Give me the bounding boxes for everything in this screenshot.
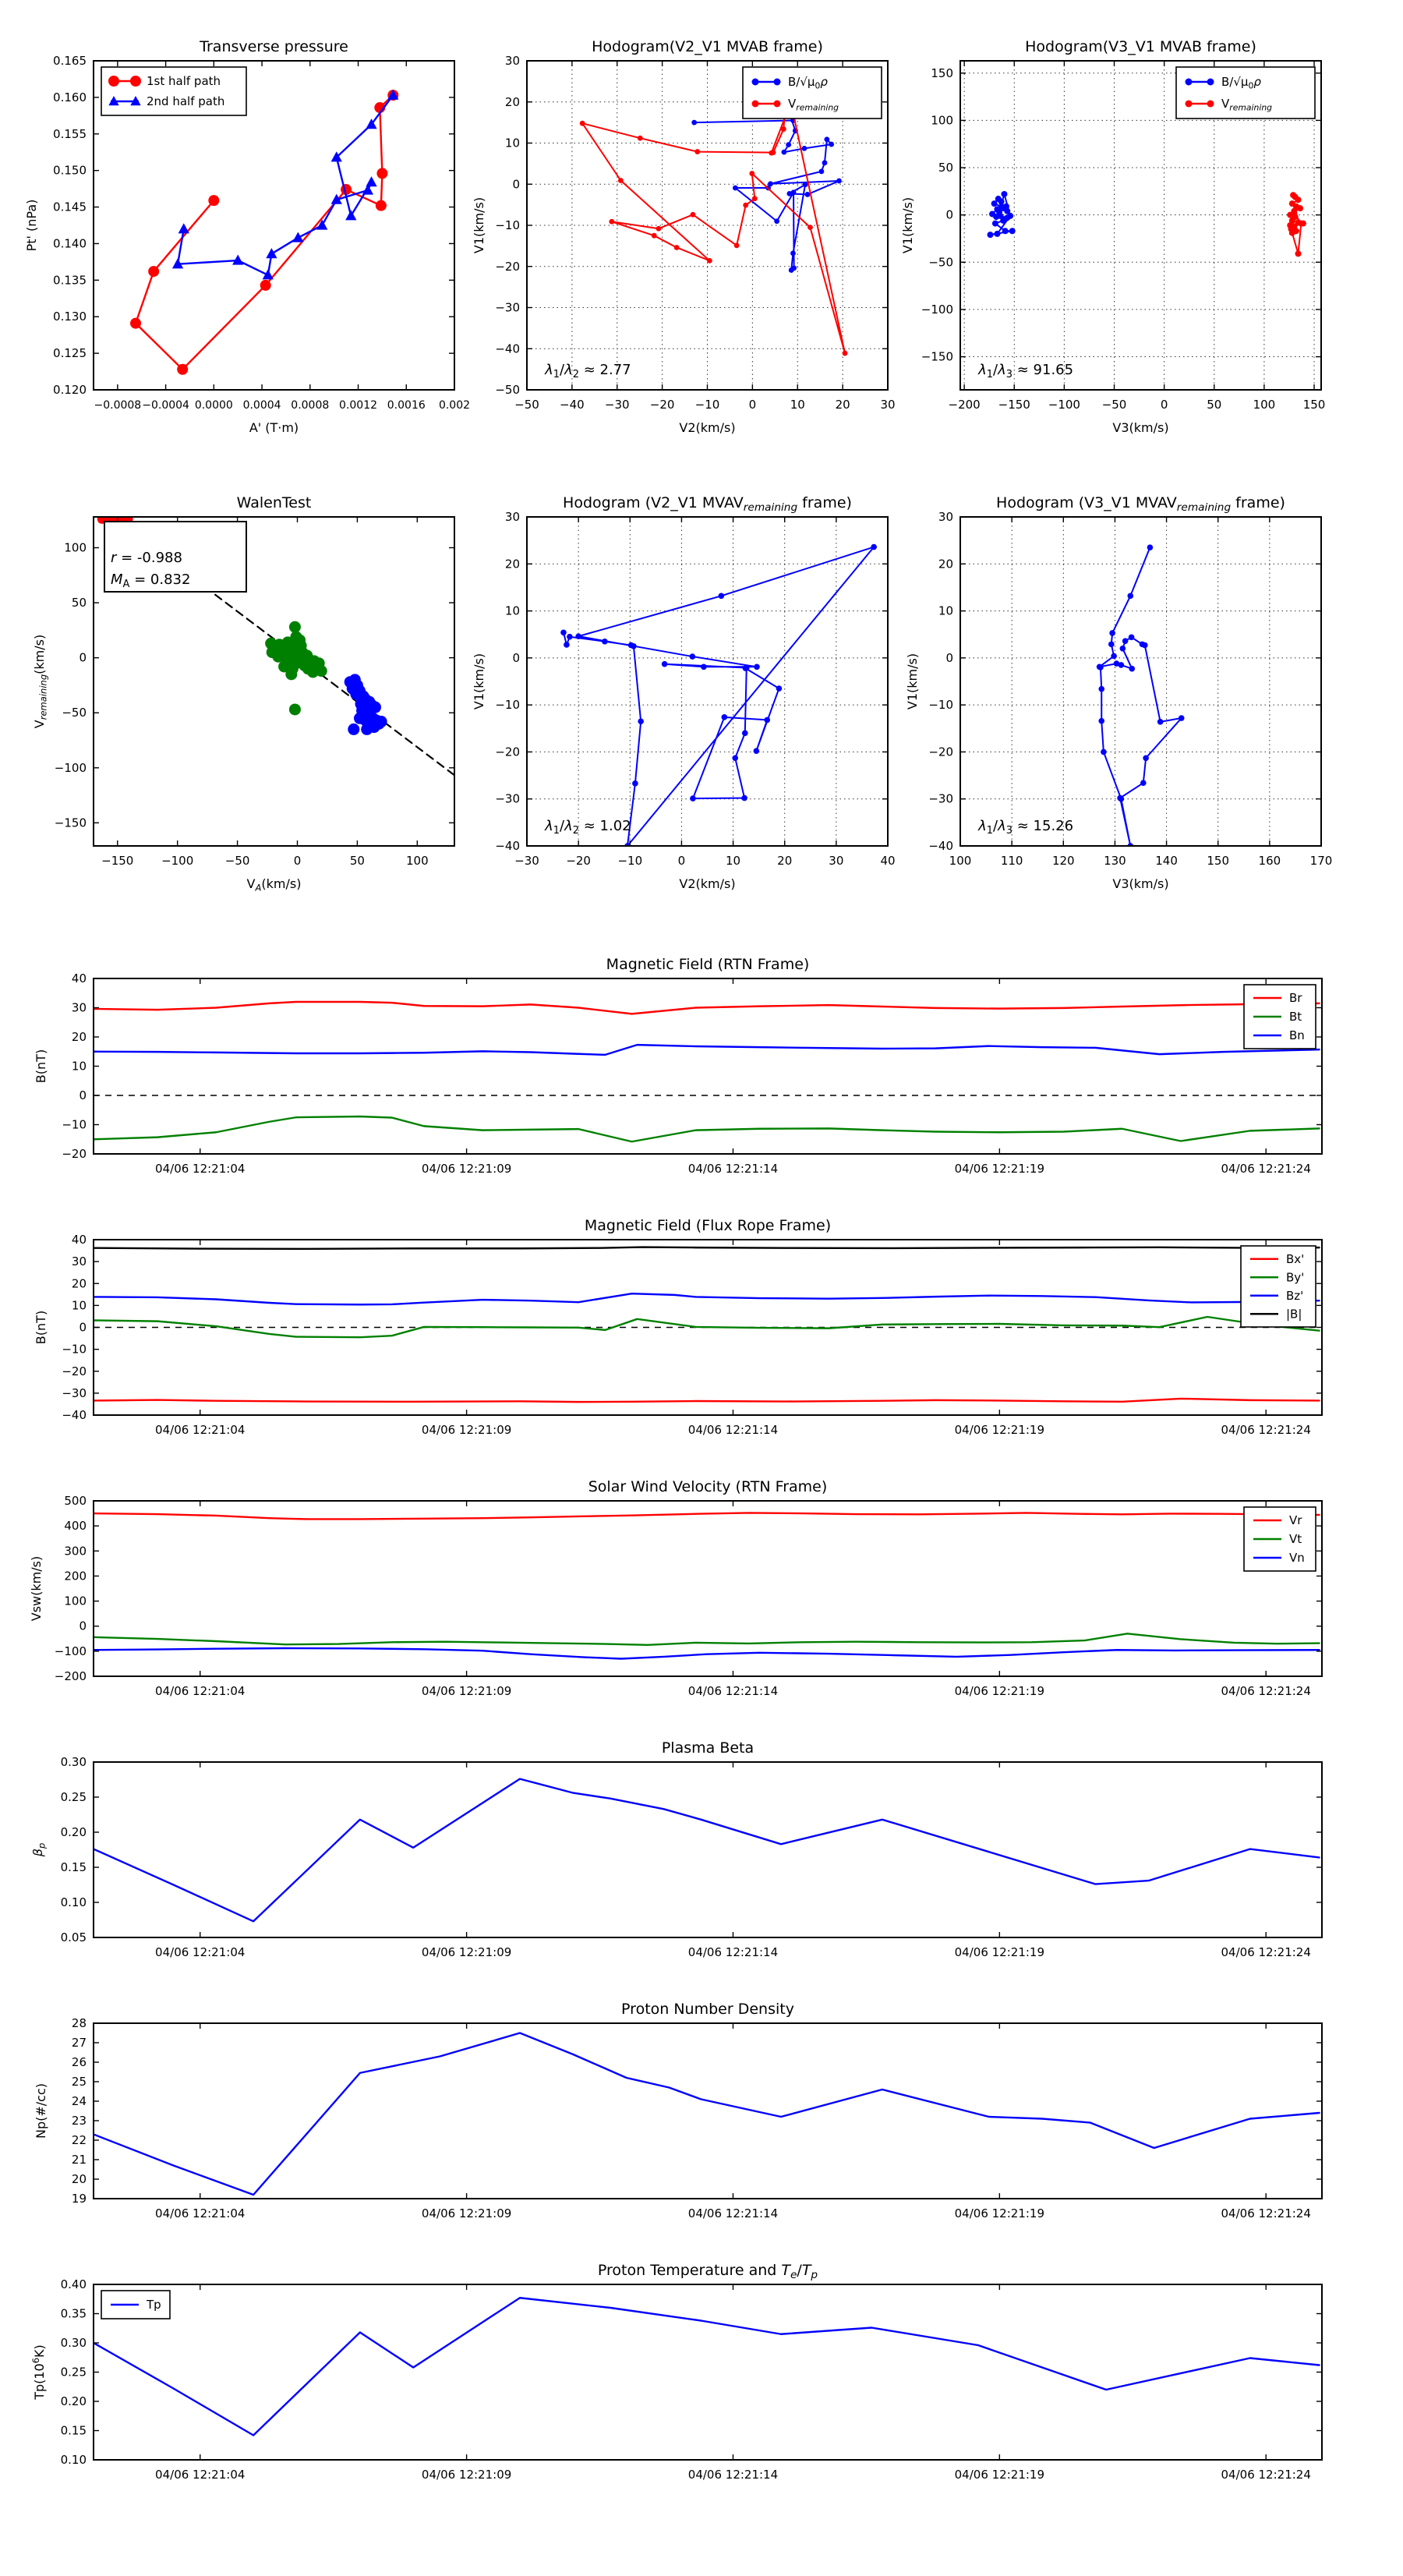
svg-text:04/06 12:21:24: 04/06 12:21:24 (1221, 1945, 1311, 1959)
svg-text:λ1/λ3 ≈ 15.26: $\lambda_1/\lambda_3 \approx 15.26$ (978, 818, 1074, 837)
panel-hodogram-v3v1-mvav (905, 494, 1332, 891)
svg-text:0.15: 0.15 (60, 1860, 87, 1874)
svg-text:|B|: |B| (1286, 1307, 1302, 1322)
svg-text:V2(km/s): V2(km/s) (679, 876, 736, 891)
svg-text:−20: −20 (495, 259, 520, 274)
series-b-magnitude (94, 1247, 1320, 1249)
svg-text:04/06 12:21:14: 04/06 12:21:14 (687, 1684, 779, 1698)
svg-text:−50: −50 (1101, 398, 1127, 412)
svg-text:20: 20 (504, 94, 520, 109)
svg-text:04/06 12:21:24: 04/06 12:21:24 (1221, 1423, 1311, 1437)
svg-text:0: 0 (79, 1619, 87, 1633)
svg-text:120: 120 (1051, 854, 1075, 868)
svg-text:04/06 12:21:14: 04/06 12:21:14 (687, 1945, 779, 1959)
axes-frame (527, 517, 888, 846)
series-vr (94, 1513, 1320, 1519)
svg-text:23: 23 (71, 2114, 87, 2128)
svg-text:Vremaining: $V_{remaining}$ (788, 97, 839, 113)
svg-text:30: 30 (71, 1000, 87, 1015)
svg-text:130: 130 (1104, 854, 1126, 868)
series-bn (94, 1045, 1320, 1055)
panel-proton-number-density (34, 2001, 1322, 2220)
svg-text:−10: −10 (62, 1117, 87, 1132)
svg-text:0.125: 0.125 (53, 346, 87, 361)
svg-text:−100: −100 (921, 302, 953, 317)
svg-text:−20: −20 (62, 1364, 87, 1378)
svg-text:Bn: Bn (1289, 1028, 1305, 1042)
svg-text:0: 0 (79, 1088, 87, 1102)
series-v-remaining-hodogram (560, 544, 877, 849)
legend (743, 67, 882, 119)
ticks (61, 2277, 1322, 2482)
svg-text:50: 50 (938, 161, 953, 175)
svg-text:0.0012: 0.0012 (339, 399, 378, 412)
svg-text:20: 20 (71, 1030, 87, 1044)
svg-text:−50: −50 (514, 398, 539, 412)
svg-text:Bt: Bt (1289, 1010, 1302, 1024)
svg-text:Transverse pressure: Transverse pressure (200, 38, 348, 55)
svg-text:Solar Wind Velocity (RTN Frame: Solar Wind Velocity (RTN Frame) (588, 1478, 828, 1495)
svg-text:−200: −200 (54, 1669, 87, 1683)
ticks (61, 1755, 1322, 1959)
svg-text:140: 140 (1155, 854, 1178, 868)
svg-text:0.0004: 0.0004 (242, 399, 281, 412)
svg-text:100: 100 (405, 854, 429, 868)
grid (527, 517, 888, 846)
svg-text:27: 27 (71, 2036, 87, 2050)
svg-text:B(nT): B(nT) (34, 1049, 48, 1084)
legend (101, 67, 246, 115)
svg-text:Vn: Vn (1289, 1551, 1305, 1565)
svg-text:100: 100 (931, 113, 953, 128)
svg-text:−10: −10 (495, 698, 520, 713)
svg-text:0: 0 (293, 854, 302, 868)
svg-text:20: 20 (504, 557, 520, 571)
svg-text:V1(km/s): V1(km/s) (472, 196, 486, 254)
svg-text:04/06 12:21:04: 04/06 12:21:04 (155, 1162, 246, 1176)
svg-text:30: 30 (938, 510, 953, 524)
svg-text:0.165: 0.165 (53, 54, 87, 68)
svg-text:Vsw(km/s): Vsw(km/s) (29, 1555, 44, 1622)
svg-text:40: 40 (71, 1233, 87, 1247)
svg-text:0.160: 0.160 (53, 90, 87, 104)
svg-text:04/06 12:21:14: 04/06 12:21:14 (687, 1162, 779, 1176)
svg-text:0: 0 (945, 207, 953, 222)
svg-text:10: 10 (790, 398, 805, 412)
svg-text:−20: −20 (649, 398, 675, 412)
series-v-remaining-hodogram (1097, 544, 1185, 848)
svg-text:0.140: 0.140 (53, 236, 87, 251)
svg-text:04/06 12:21:04: 04/06 12:21:04 (155, 1945, 246, 1959)
svg-text:22: 22 (71, 2133, 87, 2147)
axes-frame (94, 978, 1322, 1154)
svg-text:Pt' (nPa): Pt' (nPa) (24, 199, 39, 252)
svg-text:0.15: 0.15 (60, 2423, 87, 2438)
axes-frame (960, 517, 1321, 846)
svg-text:V1(km/s): V1(km/s) (900, 196, 915, 254)
svg-text:λ1/λ2 ≈ 1.02: $\lambda_1/\lambda_2 \approx 1.02$ (545, 818, 631, 837)
svg-text:0.0016: 0.0016 (387, 399, 426, 412)
svg-text:40: 40 (880, 854, 896, 868)
svg-text:A' (T·m): A' (T·m) (249, 420, 299, 435)
svg-text:λ1/λ2 ≈ 2.77: $\lambda_1/\lambda_2 \approx 2.77$ (545, 362, 631, 380)
svg-text:By': By' (1286, 1270, 1305, 1285)
svg-text:Vt: Vt (1289, 1532, 1302, 1546)
svg-text:50: 50 (1207, 398, 1222, 412)
panel-solar-wind-velocity (29, 1478, 1322, 1698)
svg-text:0.155: 0.155 (53, 126, 87, 141)
svg-text:160: 160 (1258, 854, 1281, 868)
panel-magnetic-field-flux-rope (34, 1217, 1322, 1437)
svg-text:04/06 12:21:24: 04/06 12:21:24 (1221, 2206, 1311, 2220)
svg-text:−50: −50 (495, 383, 520, 397)
svg-text:−0.0004: −0.0004 (142, 399, 189, 412)
svg-text:−0.0008: −0.0008 (94, 399, 142, 412)
svg-text:B/√μ0ρ: $B/√\mu_0\rho$ (1221, 75, 1261, 91)
svg-text:−10: −10 (62, 1342, 87, 1357)
series-bz-prime (94, 1293, 1320, 1304)
series-alfven-velocity (987, 191, 1015, 238)
svg-text:170: 170 (1309, 854, 1333, 868)
svg-text:0.25: 0.25 (60, 2365, 87, 2380)
svg-text:21: 21 (71, 2153, 87, 2167)
svg-text:04/06 12:21:24: 04/06 12:21:24 (1221, 1684, 1311, 1698)
series-vn (94, 1648, 1320, 1659)
series-tp (94, 2298, 1320, 2435)
svg-text:−30: −30 (62, 1385, 87, 1400)
svg-text:MA = 0.832: $M_A = 0.832$ (111, 571, 191, 590)
svg-text:10: 10 (938, 603, 953, 618)
svg-text:Proton Number Density: Proton Number Density (621, 2001, 794, 2018)
svg-text:−30: −30 (604, 398, 630, 412)
svg-text:04/06 12:21:19: 04/06 12:21:19 (954, 1162, 1045, 1176)
svg-text:04/06 12:21:19: 04/06 12:21:19 (954, 2468, 1045, 2482)
svg-text:04/06 12:21:04: 04/06 12:21:04 (155, 2206, 246, 2220)
svg-text:150: 150 (1302, 398, 1326, 412)
svg-text:−20: −20 (928, 745, 953, 759)
svg-text:04/06 12:21:19: 04/06 12:21:19 (954, 2206, 1045, 2220)
svg-text:110: 110 (1000, 854, 1023, 868)
svg-text:30: 30 (829, 854, 844, 868)
svg-text:0.120: 0.120 (53, 383, 87, 397)
legend (101, 2291, 170, 2319)
series-second-half-path (172, 90, 399, 280)
svg-text:−20: −20 (62, 1147, 87, 1161)
grid (960, 517, 1321, 846)
svg-text:−20: −20 (566, 854, 591, 868)
svg-text:30: 30 (504, 510, 520, 524)
svg-text:−150: −150 (921, 349, 953, 364)
axes-frame (94, 1762, 1322, 1937)
svg-text:Hodogram(V3_V1 MVAB frame): Hodogram(V3_V1 MVAB frame) (1025, 38, 1256, 55)
svg-text:0: 0 (512, 650, 520, 665)
svg-text:0: 0 (79, 650, 87, 665)
legend (1241, 1246, 1316, 1327)
svg-text:0.20: 0.20 (60, 2394, 87, 2408)
series-bx-prime (94, 1399, 1320, 1402)
series-first-half-path (130, 90, 398, 375)
svg-text:0.0000: 0.0000 (194, 399, 233, 412)
svg-text:04/06 12:21:14: 04/06 12:21:14 (687, 2206, 779, 2220)
svg-text:−30: −30 (495, 300, 520, 315)
ticks (55, 1494, 1322, 1698)
svg-text:10: 10 (726, 854, 741, 868)
svg-text:V3(km/s): V3(km/s) (1112, 420, 1169, 435)
svg-text:βp: $\beta_p$ (30, 1842, 48, 1857)
svg-text:−150: −150 (54, 816, 87, 830)
svg-text:Bx': Bx' (1286, 1251, 1305, 1266)
series-first-half-points (265, 621, 327, 716)
svg-text:04/06 12:21:09: 04/06 12:21:09 (421, 2206, 512, 2220)
svg-text:04/06 12:21:24: 04/06 12:21:24 (1221, 2468, 1311, 2482)
svg-text:−30: −30 (514, 854, 539, 868)
svg-text:−150: −150 (101, 854, 134, 868)
svg-text:04/06 12:21:04: 04/06 12:21:04 (155, 1423, 246, 1437)
svg-text:−10: −10 (617, 854, 643, 868)
svg-text:30: 30 (880, 398, 896, 412)
svg-text:−10: −10 (694, 398, 720, 412)
series-v-remaining (1287, 192, 1306, 257)
svg-text:04/06 12:21:19: 04/06 12:21:19 (954, 1945, 1045, 1959)
svg-text:V1(km/s): V1(km/s) (905, 653, 920, 710)
svg-text:04/06 12:21:19: 04/06 12:21:19 (954, 1684, 1045, 1698)
svg-text:−10: −10 (495, 218, 520, 232)
svg-text:Br: Br (1289, 991, 1302, 1005)
svg-text:0: 0 (512, 177, 520, 192)
svg-text:0: 0 (1160, 398, 1168, 412)
svg-text:r = -0.988: r = -0.988 (111, 550, 182, 566)
svg-text:100: 100 (949, 854, 972, 868)
svg-text:V3(km/s): V3(km/s) (1112, 876, 1169, 891)
series-by-prime (94, 1317, 1320, 1337)
svg-text:0.40: 0.40 (60, 2277, 87, 2291)
svg-text:10: 10 (71, 1059, 87, 1074)
legend (1176, 67, 1315, 119)
svg-text:Tp: Tp (147, 2298, 161, 2312)
svg-text:500: 500 (64, 1494, 87, 1508)
svg-text:0.135: 0.135 (53, 273, 87, 288)
svg-text:0.30: 0.30 (60, 2336, 87, 2350)
svg-text:0.10: 0.10 (60, 1895, 87, 1909)
svg-text:−100: −100 (54, 760, 87, 775)
svg-text:100: 100 (64, 540, 87, 555)
ticks (928, 510, 1332, 868)
svg-text:−100: −100 (161, 854, 194, 868)
svg-text:20: 20 (835, 398, 850, 412)
svg-text:0.30: 0.30 (60, 1755, 87, 1769)
svg-text:04/06 12:21:04: 04/06 12:21:04 (155, 2468, 246, 2482)
svg-text:04/06 12:21:09: 04/06 12:21:09 (421, 1423, 512, 1437)
svg-text:20: 20 (71, 2172, 87, 2186)
svg-text:Proton Temperature and Te/Tp: Proton Temperature and $T_e/T_p$ (597, 2262, 818, 2282)
svg-text:0.25: 0.25 (60, 1790, 87, 1804)
svg-text:Hodogram (V2_V1 MVAVremaining: Hodogram (V2_V1 $MVAV_{remaining}$ frame) (563, 494, 852, 515)
series-br (94, 1002, 1320, 1014)
svg-text:19: 19 (71, 2192, 87, 2206)
svg-text:0.0008: 0.0008 (291, 399, 330, 412)
svg-text:40: 40 (71, 971, 87, 985)
svg-text:200: 200 (64, 1569, 87, 1583)
axes-frame (94, 2284, 1322, 2460)
svg-text:04/06 12:21:14: 04/06 12:21:14 (687, 1423, 779, 1437)
svg-text:25: 25 (71, 2075, 87, 2089)
svg-text:0.145: 0.145 (53, 200, 87, 214)
svg-text:−20: −20 (495, 745, 520, 759)
svg-text:10: 10 (504, 603, 520, 618)
svg-text:24: 24 (71, 2094, 87, 2108)
series-vt (94, 1633, 1320, 1644)
svg-text:Magnetic Field (Flux Rope Fram: Magnetic Field (Flux Rope Frame) (584, 1217, 832, 1234)
svg-text:0.05: 0.05 (60, 1930, 87, 1944)
svg-text:−40: −40 (495, 839, 520, 853)
svg-text:0: 0 (79, 1320, 87, 1335)
svg-text:Hodogram (V3_V1 MVAVremaining: Hodogram (V3_V1 $MVAV_{remaining}$ frame) (996, 494, 1285, 515)
panel-proton-temperature (30, 2262, 1322, 2482)
panel-hodogram-v2v1-mvab (472, 38, 896, 435)
series-np (94, 2033, 1320, 2196)
series-beta-p (94, 1779, 1320, 1922)
svg-text:04/06 12:21:14: 04/06 12:21:14 (687, 2468, 779, 2482)
svg-text:−50: −50 (928, 255, 953, 270)
svg-text:2nd half path: 2nd half path (147, 94, 225, 108)
svg-text:50: 50 (71, 596, 87, 610)
series-v-remaining (580, 98, 848, 356)
svg-text:26: 26 (71, 2055, 87, 2069)
svg-text:0.002: 0.002 (438, 399, 471, 412)
svg-text:1st half path: 1st half path (147, 74, 221, 88)
svg-text:400: 400 (64, 1519, 87, 1534)
svg-text:28: 28 (71, 2016, 87, 2030)
svg-text:−40: −40 (560, 398, 585, 412)
series-bt (94, 1116, 1320, 1141)
panel-hodogram-v3v1-mvab (900, 38, 1325, 435)
svg-text:04/06 12:21:19: 04/06 12:21:19 (954, 1423, 1045, 1437)
svg-text:Hodogram(V2_V1 MVAB frame): Hodogram(V2_V1 MVAB frame) (592, 38, 823, 55)
svg-text:150: 150 (931, 65, 953, 80)
svg-text:300: 300 (64, 1544, 87, 1559)
svg-text:Magnetic Field (RTN Frame): Magnetic Field (RTN Frame) (606, 956, 810, 973)
svg-text:04/06 12:21:09: 04/06 12:21:09 (421, 2468, 512, 2482)
svg-text:04/06 12:21:09: 04/06 12:21:09 (421, 1945, 512, 1959)
svg-text:04/06 12:21:04: 04/06 12:21:04 (155, 1684, 246, 1698)
legend (1244, 985, 1316, 1049)
svg-text:Np(#/cc): Np(#/cc) (34, 2083, 48, 2139)
svg-text:0.10: 0.10 (60, 2453, 87, 2467)
svg-text:30: 30 (504, 54, 520, 68)
ticks (62, 1233, 1322, 1437)
svg-text:−200: −200 (948, 398, 981, 412)
ticks (62, 971, 1322, 1176)
svg-text:−100: −100 (54, 1644, 87, 1658)
svg-text:−50: −50 (224, 854, 250, 868)
ticks (72, 2016, 1322, 2220)
svg-text:V2(km/s): V2(km/s) (679, 420, 736, 435)
svg-text:04/06 12:21:24: 04/06 12:21:24 (1221, 1162, 1311, 1176)
panel-magnetic-field-rtn (34, 956, 1322, 1176)
svg-text:−50: −50 (62, 706, 87, 720)
svg-text:0.20: 0.20 (60, 1825, 87, 1839)
legend (1244, 1507, 1316, 1571)
svg-text:10: 10 (504, 136, 520, 150)
svg-text:0: 0 (945, 650, 953, 665)
svg-text:0: 0 (677, 854, 686, 868)
svg-text:−30: −30 (495, 791, 520, 806)
svg-text:−30: −30 (928, 791, 953, 806)
svg-text:0.150: 0.150 (53, 163, 87, 178)
svg-text:50: 50 (349, 854, 365, 868)
svg-text:−100: −100 (1048, 398, 1080, 412)
series-second-half-points (345, 674, 387, 735)
svg-text:−40: −40 (495, 341, 520, 356)
panel-plasma-beta (30, 1739, 1322, 1959)
svg-text:20: 20 (938, 557, 953, 571)
svg-text:20: 20 (777, 854, 793, 868)
svg-text:04/06 12:21:09: 04/06 12:21:09 (421, 1162, 512, 1176)
svg-text:Plasma Beta: Plasma Beta (661, 1739, 755, 1757)
svg-text:100: 100 (1253, 398, 1276, 412)
svg-text:30: 30 (71, 1254, 87, 1269)
svg-text:Vremaining(km/s): $V_{remaining}(km/s)$ (32, 634, 49, 729)
svg-text:150: 150 (1207, 854, 1230, 868)
svg-text:0.35: 0.35 (60, 2306, 87, 2321)
panel-hodogram-v2v1-mvav (472, 494, 896, 891)
svg-text:20: 20 (71, 1276, 87, 1291)
panel-transverse-pressure (24, 38, 470, 435)
svg-text:V1(km/s): V1(km/s) (472, 653, 486, 710)
series-alfven-velocity (691, 108, 842, 273)
svg-text:−40: −40 (62, 1408, 87, 1422)
axes-frame (94, 2023, 1322, 2199)
svg-text:λ1/λ3 ≈ 91.65: $\lambda_1/\lambda_3 \approx 91.65$ (978, 362, 1074, 380)
svg-text:100: 100 (64, 1594, 87, 1608)
svg-text:−150: −150 (998, 398, 1030, 412)
svg-text:0: 0 (748, 398, 757, 412)
svg-text:−10: −10 (928, 698, 953, 713)
svg-text:10: 10 (71, 1298, 87, 1313)
svg-text:Tp(106K): $Tp(10^6K)$ (30, 2344, 47, 2400)
svg-text:B/√μ0ρ: $B/√\mu_0\rho$ (788, 75, 828, 91)
svg-text:04/06 12:21:09: 04/06 12:21:09 (421, 1684, 512, 1698)
svg-text:Vr: Vr (1289, 1513, 1302, 1527)
svg-text:WalenTest: WalenTest (236, 494, 312, 511)
svg-text:−40: −40 (928, 839, 953, 853)
svg-text:B(nT): B(nT) (34, 1310, 48, 1345)
svg-text:Vremaining: $V_{remaining}$ (1221, 97, 1273, 113)
svg-text:0.130: 0.130 (53, 310, 87, 324)
svg-text:Bz': Bz' (1286, 1288, 1304, 1303)
svg-text:VA(km/s): $V_A(km/s)$ (246, 876, 302, 893)
